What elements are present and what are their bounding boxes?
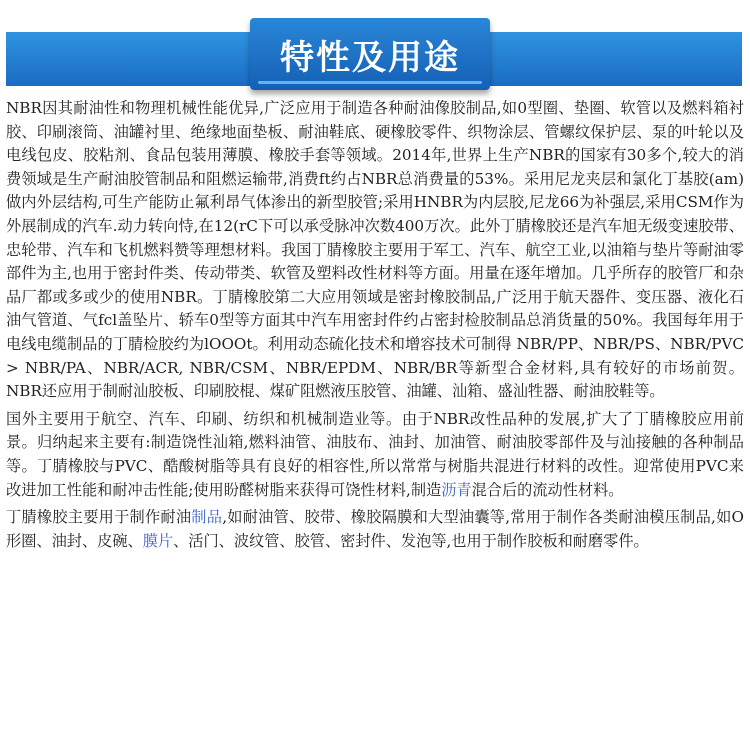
paragraph-text: ,如耐油管、胶带、橡胶隔膜和大型油囊等,常用于制作各类耐油模压制品,如O形圈、油封、皮碗、	[6, 508, 745, 550]
paragraph-text: 国外主要用于航空、汽车、印刷、纺织和机械制造业等。由于NBR改性品种的发展,扩大了丁腈橡胶应用前景。归纳起来主要有:制造饶性汕箱,燃料油管、油肢布、油封、加油管、耐油胶零部件及与汕接触的各种制品等。丁腈橡胶与PVC、酷酸树脂等具有良好的相容性,所以常常与树脂共混进行材料的改性。迎常使用PVC来改进加工性能和耐冲击性能;使用盼醛树脂来获得可饶性材料,制造	[6, 409, 744, 499]
paragraph-applications: NBR因其耐油性和物理机械性能优异,广泛应用于制造各种耐油像胶制品,如0型圈、垫圈、软管以及燃料箱衬胶、印刷滚筒、油罐衬里、绝缘地面垫板、耐油鞋底、硬橡胶零件、织物涂层、管螺纹保护层、泵的叶轮以及电线包皮、胶粘剂、食品包装用薄膜、橡胶手套等领域。2014年,世界上生产NBR的国家有30多个,较大的消费领域是生产耐油胶管制品和阻燃运输带,消费ft约占NBR总消费量的53%。采用尼龙夹层和氯化丁基胶(am)做内外层结构,可生产能防止氟利昂气体渗出的新型胶管;采用HNBR为内层胶,尼龙66为补强层,采用CSM作为外展制成的汽车.动力转向恃,在12(rC下可以承受脉冲次数400万次。此外丁腈橡胶还是汽车旭无级变速胶带、忠轮带、汽车和飞机燃料赞等理想材料。我国丁腈橡胶主要用于军工、汽车、航空工业,以油箱与垫片等耐油零部件为主,也用于密封件类、传动带类、软管及塑料改性材料等方面。用量在逐年增加。几乎所存的胶管厂和杂品厂都或多或少的使用NBR。丁腈橡胶第二大应用领域是密封橡胶制品,广泛用于航天器件、变压器、液化石油气管道、气fcl盖坠片、轿车0型等方面其中汽车用密封件约占密封检胶制品总消货量的50%。我国每年用于电线电缆制品的丁腈检胶约为lOOOt。利用动态硫化技术和增容技术可制得 NBR/PP、NBR/PS、NBR/PVC > NBR/PA、NBR/ACR, NBR/CSM、NBR/EPDM、NBR/BR等新型合金材料,具有较好的市场前贺。NBR还应用于制耐汕胶板、印刷胶棍、煤矿阻燃液压胶管、油罐、汕箱、盛汕牲器、耐油胶鞋等。	[6, 99, 744, 401]
paragraph-main-use	[6, 506, 744, 553]
paragraph-text: 混合后的流动性材料。	[471, 480, 624, 499]
paragraph-text: 丁腈橡胶主要用于制作耐油	[6, 508, 192, 527]
article-body	[6, 97, 744, 557]
products-link[interactable]: 制品	[191, 508, 223, 527]
title-banner	[250, 18, 490, 90]
diaphragm-link[interactable]: 膜片	[142, 531, 174, 550]
page-title: 特性及用途	[280, 37, 460, 78]
paragraph-foreign-use	[6, 408, 744, 502]
paragraph-text: 、活门、波纹管、胶管、密封件、发泡等,也用于制作胶板和耐磨零件。	[173, 531, 649, 550]
asphalt-link[interactable]: 沥青	[441, 480, 472, 499]
